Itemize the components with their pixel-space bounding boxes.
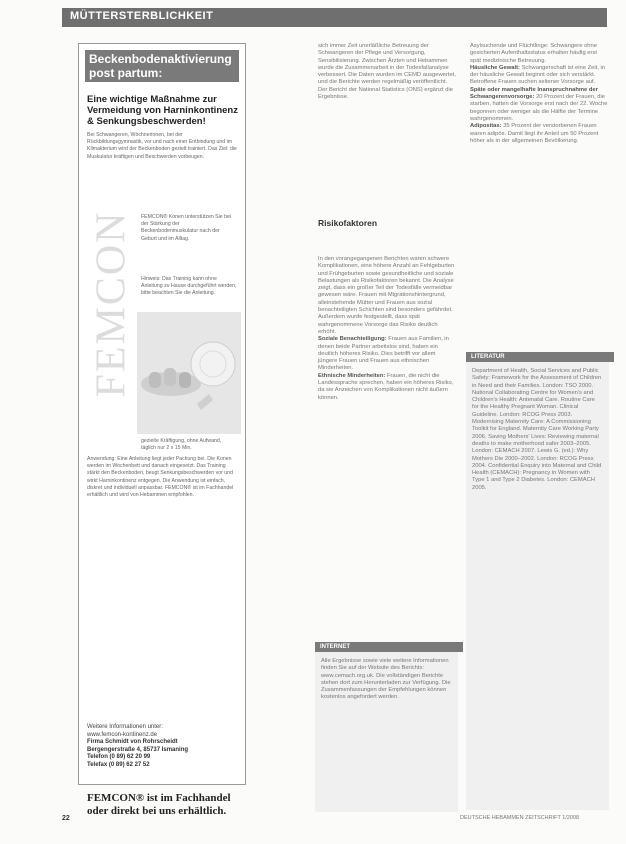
label-violence: Häusliche Gewalt:: [470, 64, 520, 71]
label-ethnic: Ethnische Minderheiten:: [318, 372, 386, 379]
ad-subtitle: Eine wichtige Maßnahme zur Vermeidung von Harninkontinenz & Senkungsbeschwerden!: [87, 94, 238, 127]
ad-paragraph: gezielte Kräftigung, ohne Aufwand, täglich nur 2 x 15 Min.: [141, 438, 222, 452]
ad-contact-block: [87, 724, 237, 770]
ad-paragraph: Hinweis: Das Training kann ohne Anleitung zu Hause durchgeführt werden, bitte beachten Sie die Anleitung.: [141, 276, 237, 297]
section-title: MÜTTERSTERBLICHKEIT: [70, 10, 214, 22]
product-photo: [137, 312, 241, 434]
ad-paragraph: Bei Schwangeren, Wöchnerinnen, bei der Rückbildungsgymnastik, vor und nach einer Entbindung und im Klimakterium wird der Beckenboden gezielt trainiert. Das Ziel: die Muskulatur kräftigen und Beschwerden vorbeugen.: [87, 132, 237, 160]
contact-intro: Weitere Informationen unter:: [87, 724, 163, 730]
label-social: Soziale Benachteiligung:: [318, 336, 387, 343]
internet-box: [315, 652, 458, 812]
paragraph: Frauen, die nicht die Landessprache sprechen, haben ein höheres Risiko, da sie Anzeichen von Komplikationen nicht äußern können.: [318, 372, 454, 401]
product-cones-image: [137, 312, 241, 434]
label-obesity: Adipositas:: [470, 123, 502, 130]
paragraph: Schwangerschaft ist eine Zeit, in der häusliche Gewalt beginnt oder sich verstärkt. Betroffene Frauen suchen seltener Vorsorge auf.: [470, 64, 606, 86]
ad-paragraph: FEMCON® Konen unterstützen Sie bei der Stärkung der Beckenbodenmuskulatur nach der Geburt und im Alltag.: [141, 214, 232, 242]
publication-footer: DEUTSCHE HEBAMMEN ZEITSCHRIFT 1/2008: [460, 815, 580, 821]
internet-heading: INTERNET: [315, 642, 463, 652]
ad-footer-slogan: FEMCON® ist im Fachhandel oder direkt bei uns erhältlich.: [87, 792, 231, 817]
company-phone: Telefon (0 89) 62 20 99: [87, 754, 151, 761]
article-text: sich immer Zeit unerläßliche Betreuung der Schwangeren der Pflege und Versorgung, Sensibilisierung. Zwischen Ärzten und Hebammen wurde die Zusammenarbeit in der Todesfallanalyse verbessert. Die Daten wurden im CEMD ausgewertet, und die Berichte werden regelmäßig veröffentlicht. Der Bericht der National Statistics (ONS) ergänzt die Ergebnisse.: [318, 43, 456, 101]
ad-brand-vertical: [87, 169, 137, 439]
section-heading-risk: Risikofaktoren: [318, 218, 378, 228]
company-name: Firma Schmidt von Rohrscheidt: [87, 739, 178, 746]
paragraph: In den vorangegangenen Berichten waren schwere Komplikationen, eine höhere Anzahl an Fehlgeburten und Frühgeburten sowie gesundheitliche und soziale Belastungen als Risikofaktoren bekannt. Die Analyse zeigt, dass ein großer Teil der Todesfälle vermeidbar gewesen wäre. Frauen mit Migrationshintergrund, alleinstehende Mütter und Frauen aus sozial benachteiligten Schichten sind besonders gefährdet. Außerdem wurde festgestellt, dass spät wahrgenommene Vorsorge das Risiko deutlich erhöht.: [318, 256, 455, 335]
company-address: Bergengerstraße 4, 85737 Ismaning: [87, 746, 189, 753]
literature-box: [466, 362, 609, 810]
ad-paragraph: Anwendung: Eine Anleitung liegt jeder Packung bei. Die Konen werden im Wochenbett und danach eingesetzt. Das Training stärkt den Beckenboden, beugt Senkungsbeschwerden vor und wirkt Harninkontinenz entgegen. Die Anwendung ist einfach, diskret und individuell anpassbar. FEMCON® ist im Fachhandel erhältlich und wird von Hebammen empfohlen.: [87, 456, 234, 499]
page-number: 22: [62, 815, 70, 822]
paragraph: Frauen aus Familien, in denen beide Partner arbeitslos sind, haben ein deutlich höheres Risiko. Dies betrifft vor allem jüngere Frauen und Frauen aus ethnischen Minderheiten.: [318, 336, 449, 372]
ad-title: Beckenbodenaktivierung post partum:: [89, 52, 232, 80]
label-care: Späte oder mangelhafte Inanspruchnahme der Schwangerenvorsorge:: [470, 86, 598, 101]
paragraph: 35 Prozent der verstorbenen Frauen waren adipös. Damit liegt ihr Anteil um 50 Prozent höher als in der allgemeinen Bevölkerung.: [470, 123, 599, 144]
website: www.femcon-kontinenz.de: [87, 731, 158, 738]
internet-text: Alle Ergebnisse sowie viele weitere Informationen finden Sie auf der Website des Berichts: www.cemach.org.uk. Die vollständigen Berichte stehen dort zum Herunterladen zur Verfügung. Die Zusammenfassungen der Empfehlungen können kostenlos angefordert werden.: [321, 658, 451, 701]
paragraph: Asylsuchende und Flüchtlinge: Schwangere ohne gesicherten Aufenthaltsstatus erhalten häufig erst spät medizinische Betreuung.: [470, 43, 597, 64]
femcon-advertisement: [78, 43, 246, 817]
ad-brand-text: FEMCON: [89, 210, 136, 398]
paragraph: 20 Prozent der Frauen, die starben, hatten die Vorsorge erst nach der 22. Woche begonnen oder weniger als die Hälfte der Termine wahrgenommen.: [470, 94, 608, 122]
literature-text: Department of Health, Social Services and Public Safety: Framework for the Assessment of Children in Need and their Families. London: TSO 2000. National Collaborating Centre for Women's and Children's Health: Antenatal Care. Routine Care for the Healthy Pregnant Woman. Clinical Guideline. London: RCOG Press 2003. Modernising Maternity Care: A Commissioning Toolkit for England. Maternity Care Working Party 2006. Saving Mothers' Lives: Reviewing maternal deaths to make motherhood safer 2003–2005. London: CEMACH 2007. Lewis G. (ed.): Why Mothers Die 2000–2002. London: RCOG Press 2004. Confidential Enquiry into Maternal and Child Health (CEMACH): Pregnancy in Women with Type 1 and Type 2 Diabetes. London: CEMACH 2005.: [472, 368, 602, 491]
article-text: [470, 43, 608, 145]
literature-heading: LITERATUR: [466, 352, 614, 362]
company-fax: Telefax (0 89) 62 27 52: [87, 761, 150, 768]
article-text: [318, 256, 456, 402]
